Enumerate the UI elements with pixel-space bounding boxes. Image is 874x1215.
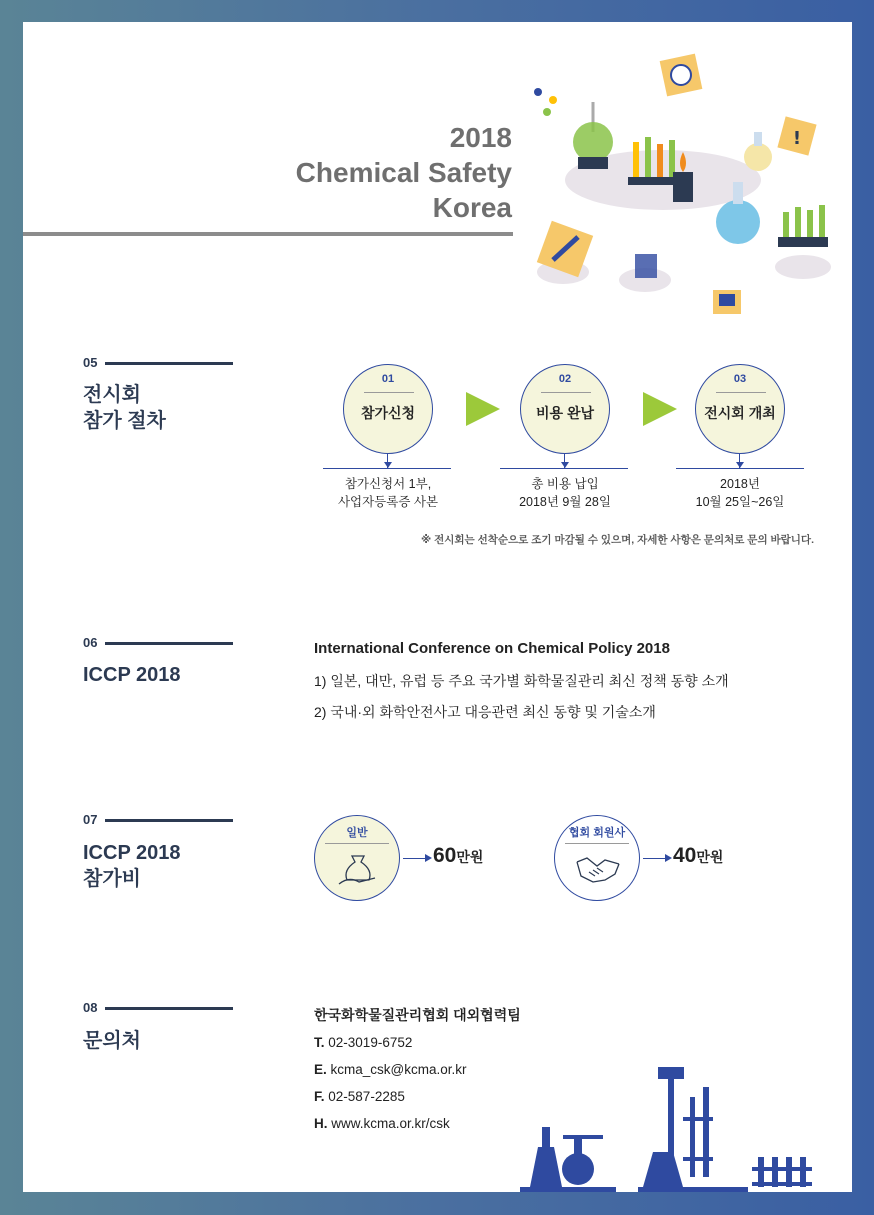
- step-desc-apply: [308, 475, 468, 511]
- molecule-icon: [534, 88, 557, 116]
- page-title: [296, 120, 512, 225]
- section-number-contact: 08: [83, 1000, 98, 1015]
- section-title-line: 참가비: [83, 868, 141, 890]
- step-desc-rule: [676, 468, 804, 469]
- arrow-right-icon: [665, 854, 672, 862]
- contact-fax: [314, 1083, 521, 1110]
- section-line-contact: [105, 1007, 233, 1010]
- step-rule: [364, 392, 414, 393]
- step-desc-payment: [485, 475, 645, 511]
- title-line-year: 2018: [449, 122, 512, 153]
- fee-value: 40: [673, 844, 697, 867]
- fee-amount-member: [673, 844, 723, 868]
- step-arrow-icon: [466, 392, 500, 426]
- contact-value: 02-3019-6752: [328, 1035, 413, 1050]
- section-title-fee: [83, 840, 180, 892]
- flask-green-icon: [573, 102, 613, 169]
- step-desc-line: 사업자등록증 사본: [337, 495, 439, 509]
- section-number-procedure: 05: [83, 355, 98, 370]
- step-desc-rule: [500, 468, 628, 469]
- step-desc-line: 총 비용 납입: [531, 477, 599, 491]
- round-flask-yellow-icon: [744, 132, 772, 171]
- step-desc-line: 2018년 9월 28일: [519, 495, 611, 509]
- beaker-icon: [635, 254, 657, 278]
- contact-value: 02-587-2285: [328, 1089, 405, 1104]
- step-label: 비용 완납: [536, 405, 594, 421]
- fee-arrow-line: [403, 858, 427, 859]
- title-line-main: Chemical Safety: [295, 157, 512, 188]
- contact-block: [314, 1002, 521, 1137]
- fee-unit: 만원: [456, 849, 484, 865]
- fee-amount-general: [433, 844, 483, 868]
- section-line-fee: [105, 819, 233, 822]
- money-bag-icon: [335, 850, 381, 890]
- section-title-iccp: ICCP 2018: [83, 664, 181, 686]
- title-line-country: Korea: [432, 192, 512, 223]
- step-label: 전시회 개최: [704, 405, 776, 421]
- lab-equipment-silhouette: [518, 1057, 818, 1192]
- section-title-line: ICCP 2018: [83, 842, 181, 864]
- contact-email[interactable]: [314, 1056, 521, 1083]
- contact-label: F.: [314, 1089, 325, 1104]
- fee-unit: 만원: [696, 849, 724, 865]
- step-desc-exhibition: [660, 475, 820, 511]
- contact-homepage[interactable]: [314, 1110, 521, 1137]
- contact-phone: [314, 1029, 521, 1056]
- contact-org: 한국화학물질관리협회 대외협력팀: [314, 1007, 521, 1023]
- section-number-fee: 07: [83, 812, 98, 827]
- brochure-page: [23, 22, 852, 1192]
- fee-tag: 일반: [346, 827, 368, 839]
- exclamation-sign-icon: [777, 116, 816, 155]
- fee-rule: [565, 843, 629, 844]
- title-divider: [23, 232, 513, 236]
- handshake-icon: [575, 850, 621, 890]
- contact-value[interactable]: www.kcma.or.kr/csk: [331, 1116, 450, 1131]
- step-desc-line: 참가신청서 1부,: [344, 477, 432, 491]
- step-number: 01: [381, 373, 395, 385]
- section-line-procedure: [105, 362, 233, 365]
- iccp-item-1: 1) 일본, 대만, 유럽 등 주요 국가별 화학물질관리 최신 정책 동향 소개: [314, 673, 729, 689]
- fee-rule: [325, 843, 389, 844]
- section-title-procedure: [83, 382, 166, 434]
- step-arrow-icon: [643, 392, 677, 426]
- lab-illustration: [523, 32, 833, 322]
- small-sign-icon: [713, 290, 741, 314]
- fee-circle-member: [554, 815, 640, 901]
- step-label: 참가신청: [360, 405, 416, 421]
- step-circle-exhibition: [695, 364, 785, 454]
- step-number: 02: [558, 373, 572, 385]
- fee-circle-general: [314, 815, 400, 901]
- contact-label: T.: [314, 1035, 325, 1050]
- step-circle-apply: [343, 364, 433, 454]
- arrow-right-icon: [425, 854, 432, 862]
- section-title-line: 참가 절차: [83, 410, 166, 432]
- fee-value: 60: [433, 844, 457, 867]
- section-line-iccp: [105, 642, 233, 645]
- contact-label: E.: [314, 1062, 327, 1077]
- step-number: 03: [733, 373, 747, 385]
- step-rule: [716, 392, 766, 393]
- conference-title: International Conference on Chemical Policy 2018: [314, 640, 670, 657]
- contact-label: H.: [314, 1116, 328, 1131]
- contact-value[interactable]: kcma_csk@kcma.or.kr: [330, 1062, 467, 1077]
- step-circle-payment: [520, 364, 610, 454]
- step-desc-line: 2018년: [720, 477, 760, 491]
- fee-tag: 협회 회원사: [568, 827, 626, 839]
- section-title-line: 전시회: [83, 384, 141, 406]
- step-rule: [541, 392, 591, 393]
- section-number-iccp: 06: [83, 635, 98, 650]
- fire-warning-sign-icon: [660, 54, 703, 97]
- fee-arrow-line: [643, 858, 667, 859]
- procedure-note: ※ 전시회는 선착순으로 조기 마감될 수 있으며, 자세한 사항은 문의처로 문의 바랍니다.: [421, 534, 814, 546]
- iccp-item-2: 2) 국내·외 화학안전사고 대응관련 최신 동향 및 기술소개: [314, 704, 656, 720]
- svg-text:!: !: [792, 128, 802, 149]
- tube-rack-green-icon: [778, 205, 828, 247]
- step-desc-rule: [323, 468, 451, 469]
- section-title-contact: 문의처: [83, 1030, 141, 1052]
- step-desc-line: 10월 25일~26일: [695, 495, 785, 509]
